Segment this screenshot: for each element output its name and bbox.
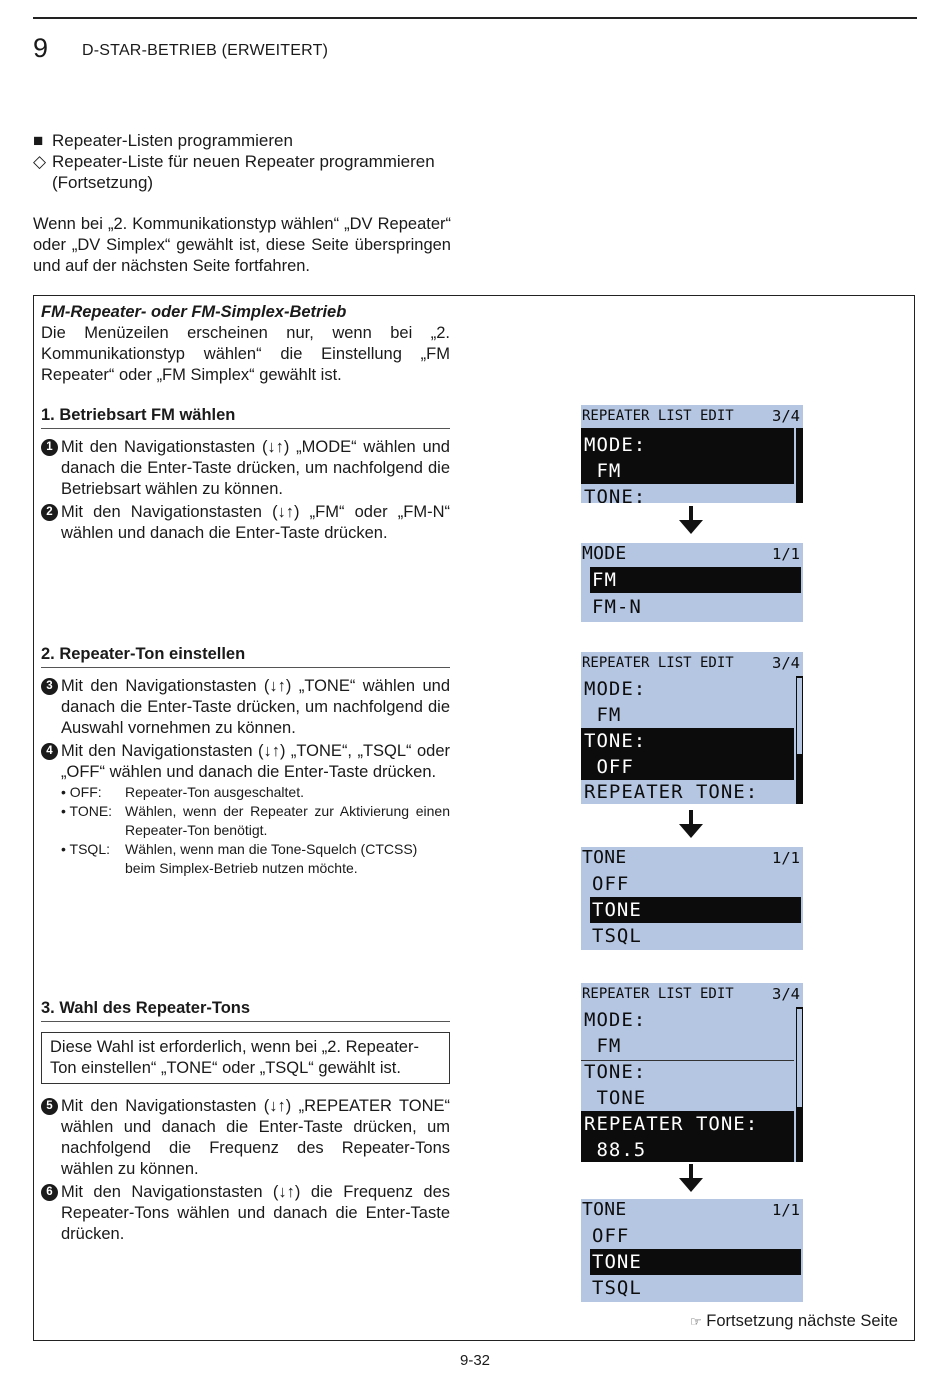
lcd-row-mode-value: FM [581, 458, 794, 484]
lcd-row-tone: TONE: [584, 486, 647, 503]
pointing-hand-icon: ☞ [690, 1314, 702, 1329]
box-header [41, 302, 450, 386]
step-3-text: Mit den Navigationstasten (↓↑) „TONE“ wählen und danach die Enter-Taste drücken, um nachfolgend die Auswahl vornehmen zu können. [61, 677, 450, 737]
lcd-option-tsql: TSQL [592, 925, 642, 947]
bullet-key: • TONE: [61, 803, 113, 819]
bullet-text: Repeater-Ton ausgeschaltet. [125, 784, 304, 800]
lcd-screen-tone-select-1 [581, 847, 803, 950]
lcd-row-mode: MODE: [584, 678, 647, 700]
step-1 [41, 437, 450, 500]
lcd-title: REPEATER LIST EDIT [582, 655, 734, 671]
chapter-number: 9 [33, 33, 49, 63]
section-subtitle-line [33, 151, 463, 193]
lcd-row-repeater-tone-value: 88.5 [581, 1137, 794, 1162]
continue-note [690, 1312, 898, 1331]
bullet-off [41, 783, 450, 802]
step-1-text: Mit den Navigationstasten (↓↑) „MODE“ wählen und danach die Enter-Taste drücken, um nachfolgend die Betriebsart wählen zu können. [61, 438, 450, 498]
lcd-option-fm-n: FM-N [592, 596, 642, 618]
lcd-option-tone: TONE [590, 1249, 801, 1275]
lcd-header [581, 405, 803, 427]
step-3 [41, 676, 450, 739]
lcd-screen-repeater-list-1 [581, 405, 803, 503]
lcd-row-tone-value: TONE [584, 1087, 647, 1109]
lcd-row-tone: TONE: [581, 728, 794, 754]
lcd-title: REPEATER LIST EDIT [582, 408, 734, 424]
lcd-option-off: OFF [592, 873, 630, 895]
step-2 [41, 502, 450, 544]
step-group-1 [41, 405, 450, 544]
lcd-option-tone: TONE [590, 897, 801, 923]
lcd-option-off: OFF [592, 1225, 630, 1247]
lcd-row-tone: TONE: [584, 1061, 647, 1083]
lcd-header [581, 543, 803, 565]
lcd-row-mode: MODE: [584, 1009, 647, 1031]
lcd-page: 3/4 [772, 985, 800, 1003]
lcd-screen-repeater-list-3 [581, 983, 803, 1162]
continue-text: Fortsetzung nächste Seite [706, 1312, 898, 1330]
lcd-header [581, 652, 803, 674]
lcd-scrollbar [796, 1007, 803, 1162]
lcd-row-mode-value: FM [584, 1035, 622, 1057]
step-4-text: Mit den Navigationstasten (↓↑) „TONE“, „TSQL“ oder „OFF“ wählen und danach die Enter-Taste drücken. [61, 742, 450, 781]
lcd-row-mode-value: FM [584, 704, 622, 726]
lcd-row-repeater-tone: REPEATER TONE: [584, 781, 759, 803]
lcd-page: 3/4 [772, 407, 800, 425]
lcd-scrollbar [796, 676, 803, 804]
intro-paragraph: Wenn bei „2. Kommunikationstyp wählen“ „DV Repeater“ oder „DV Simplex“ gewählt ist, diese Seite überspringen und auf der nächsten Seite fortfahren. [33, 215, 451, 275]
diamond-icon: ◇ [33, 152, 47, 171]
step-4 [41, 741, 450, 783]
lcd-option-tsql: TSQL [592, 1277, 642, 1299]
step-group-2-heading: 2. Repeater-Ton einstellen [41, 644, 450, 668]
step-group-2 [41, 644, 450, 878]
chapter-title: D-STAR-BETRIEB (ERWEITERT) [82, 42, 329, 59]
bullet-text: Wählen, wenn der Repeater zur Aktivierung einen Repeater-Ton benötigt. [125, 803, 450, 838]
step-5-text: Mit den Navigationstasten (↓↑) „REPEATER TONE“ wählen und danach die Enter-Taste drücken, um nachfolgend die Frequenz des Repeater-Tons wählen zu können. [61, 1097, 450, 1178]
lcd-page: 1/1 [772, 849, 800, 867]
lcd-title: TONE [582, 847, 627, 868]
lcd-screen-mode-select [581, 543, 803, 622]
step-number-1: 1 [41, 439, 58, 456]
step-number-2: 2 [41, 504, 58, 521]
lcd-page: 1/1 [772, 545, 800, 563]
step-2-text: Mit den Navigationstasten (↓↑) „FM“ oder „FM-N“ wählen und danach die Enter-Taste drücken. [61, 503, 450, 542]
section-subtitle: Repeater-Liste für neuen Repeater programmieren [52, 152, 435, 171]
step-group-1-heading: 1. Betriebsart FM wählen [41, 405, 450, 429]
step-number-4: 4 [41, 743, 58, 760]
box-title: FM-Repeater- oder FM-Simplex-Betrieb [41, 303, 347, 321]
step-group-3 [41, 998, 450, 1245]
lcd-title: MODE [582, 543, 627, 564]
lcd-row-repeater-tone: REPEATER TONE: [581, 1111, 794, 1137]
bullet-key: • OFF: [61, 784, 102, 800]
section-subtitle-continued: (Fortsetzung) [52, 173, 154, 192]
step-number-5: 5 [41, 1098, 58, 1115]
lcd-scrollbar [796, 428, 803, 503]
section-title: Repeater-Listen programmieren [52, 131, 293, 150]
step-number-6: 6 [41, 1184, 58, 1201]
lcd-title: TONE [582, 1199, 627, 1220]
lcd-header [581, 1199, 803, 1221]
page-number: 9-32 [459, 1352, 491, 1369]
step-6-text: Mit den Navigationstasten (↓↑) die Frequenz des Repeater-Tons wählen und danach die Enter-Taste drücken. [61, 1183, 450, 1243]
lcd-header [581, 983, 803, 1005]
bullet-text: Wählen, wenn man die Tone-Squelch (CTCSS) beim Simplex-Betrieb nutzen möchte. [125, 841, 418, 876]
step-group-3-heading: 3. Wahl des Repeater-Tons [41, 998, 450, 1022]
lcd-row-mode: MODE: [581, 428, 794, 458]
lcd-page: 3/4 [772, 654, 800, 672]
lcd-option-fm: FM [590, 567, 801, 593]
step-number-3: 3 [41, 678, 58, 695]
lcd-screen-repeater-list-2 [581, 652, 803, 804]
bullet-tone [41, 802, 450, 840]
lcd-header [581, 847, 803, 869]
bullet-key: • TSQL: [61, 841, 110, 857]
lcd-page: 1/1 [772, 1201, 800, 1219]
lcd-screen-tone-select-2 [581, 1199, 803, 1302]
header-rule [33, 17, 917, 19]
note-box: Diese Wahl ist erforderlich, wenn bei „2. Repeater-Ton einstellen“ „TONE“ oder „TSQL“ gewählt ist. [41, 1032, 450, 1084]
step-6 [41, 1182, 450, 1245]
lcd-row-tone-value: OFF [581, 754, 794, 780]
section-title-line [33, 130, 463, 151]
lcd-title: REPEATER LIST EDIT [582, 986, 734, 1002]
step-5 [41, 1096, 450, 1180]
box-description: Die Menüzeilen erscheinen nur, wenn bei „2. Kommunikationstyp wählen“ die Einstellung „FM Repeater“ oder „FM Simplex“ gewählt ist. [41, 324, 450, 384]
black-square-icon: ■ [33, 131, 44, 150]
bullet-tsql [41, 840, 450, 878]
